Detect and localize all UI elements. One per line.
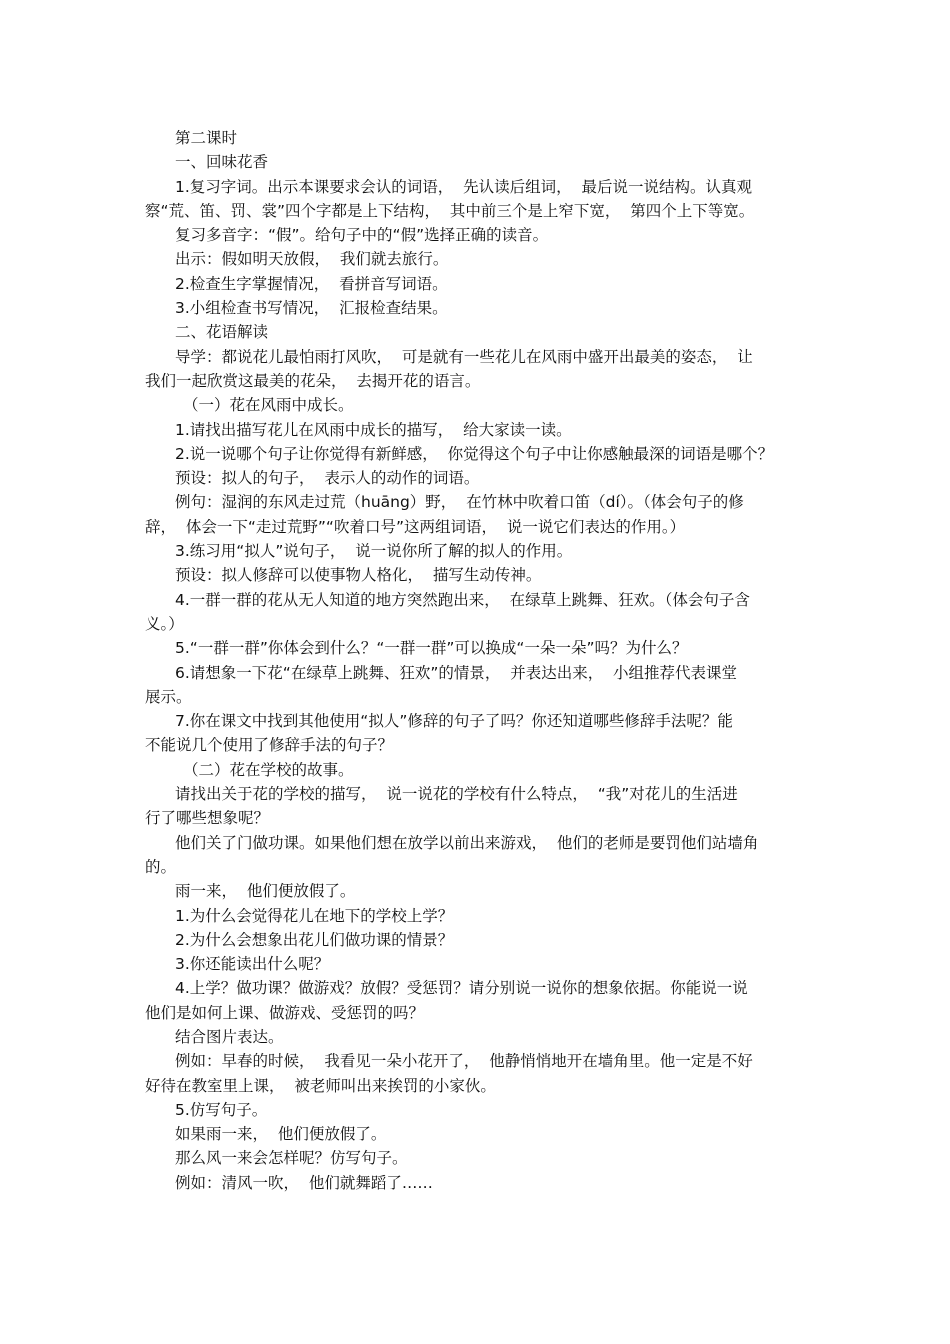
text-line: （二）花在学校的故事。 — [183, 760, 354, 779]
text-line: 2.为什么会想象出花儿们做功课的情景？ — [175, 930, 454, 949]
text-line: 雨一来， 他们便放假了。 — [175, 882, 356, 901]
text-line: 结合图片表达。 — [175, 1027, 284, 1046]
text-line: 那么风一来会怎样呢？仿写句子。 — [175, 1149, 408, 1168]
text-line: 一、回味花香 — [175, 153, 269, 172]
text-line: 6.请想象一下花“在绿草上跳舞、狂欢”的情景， 并表达出来， 小组推荐代表课堂 — [175, 663, 738, 682]
text-line: 3.练习用“拟人”说句子， 说一说你所了解的拟人的作用。 — [175, 542, 573, 561]
text-line: 的。 — [145, 857, 177, 876]
text-line: 复习多音字：“假”。给句子中的“假”选择正确的读音。 — [175, 226, 549, 245]
text-line: 预设：拟人修辞可以使事物人格化， 描写生动传神。 — [175, 566, 542, 585]
document-page — [145, 126, 805, 1195]
text-line: 例如：清风一吹， 他们就舞蹈了…… — [175, 1173, 433, 1192]
text-line: 不能说几个使用了修辞手法的句子？ — [145, 736, 394, 755]
text-line: 展示。 — [145, 687, 192, 706]
text-line: 请找出关于花的学校的描写， 说一说花的学校有什么特点， “我”对花儿的生活进 — [175, 785, 738, 804]
text-line: 3.你还能读出什么呢？ — [175, 955, 330, 974]
text-line: 例句：湿润的东风走过荒（huāng）野， 在竹林中吹着口笛（dí）。（体会句子的修 — [175, 493, 744, 512]
text-line: 3.小组检查书写情况， 汇报检查结果。 — [175, 299, 448, 318]
text-line: 行了哪些想象呢？ — [145, 809, 270, 828]
text-line: 2.说一说哪个句子让你觉得有新鲜感， 你觉得这个句子中让你感触最深的词语是哪个？ — [175, 444, 774, 463]
text-line: 4.上学？做功课？做游戏？放假？受惩罚？请分别说一说你的想象依据。你能说一说 — [175, 979, 748, 998]
text-line: 5.“一群一群”你体会到什么？“一群一群”可以换成“一朵一朵”吗？为什么？ — [175, 639, 688, 658]
text-line: 如果雨一来， 他们便放假了。 — [175, 1125, 387, 1144]
text-line: 辞， 体会一下“走过荒野”“吹着口号”这两组词语， 说一说它们表达的作用。） — [145, 517, 686, 536]
text-line: 他们是如何上课、做游戏、受惩罚的吗？ — [145, 1003, 425, 1022]
text-line: 7.你在课文中找到其他使用“拟人”修辞的句子了吗？你还知道哪些修辞手法呢？能 — [175, 712, 733, 731]
text-line: 义。） — [145, 614, 184, 633]
text-line: 例如：早春的时候， 我看见一朵小花开了， 他静悄悄地开在墙角里。他一定是不好 — [175, 1052, 753, 1071]
text-line: 4.一群一群的花从无人知道的地方突然跑出来， 在绿草上跳舞、狂欢。（体会句子含 — [175, 590, 750, 609]
text-line: 导学：都说花儿最怕雨打风吹， 可是就有一些花儿在风雨中盛开出最美的姿态， 让 — [175, 347, 753, 366]
text-line: 5.仿写句子。 — [175, 1100, 268, 1119]
text-line: 预设：拟人的句子， 表示人的动作的词语。 — [175, 469, 480, 488]
text-line: 1.为什么会觉得花儿在地下的学校上学？ — [175, 906, 454, 925]
text-line: 出示：假如明天放假， 我们就去旅行。 — [175, 250, 449, 269]
text-line: 二、花语解读 — [175, 323, 269, 342]
text-line: 1.复习字词。出示本课要求会认的词语， 先认读后组词， 最后说一说结构。认真观 — [175, 177, 752, 196]
text-line: 好待在教室里上课， 被老师叫出来挨罚的小家伙。 — [145, 1076, 496, 1095]
text-line: （一）花在风雨中成长。 — [183, 396, 354, 415]
text-line: 察“荒、笛、罚、裳”四个字都是上下结构， 其中前三个是上窄下宽， 第四个上下等宽。 — [145, 201, 755, 220]
text-line: 第二课时 — [175, 129, 238, 147]
text-line: 1.请找出描写花儿在风雨中成长的描写， 给大家读一读。 — [175, 420, 572, 439]
text-line: 2.检查生字掌握情况， 看拼音写词语。 — [175, 274, 448, 293]
text-line: 他们关了门做功课。如果他们想在放学以前出来游戏， 他们的老师是要罚他们站墙角 — [175, 833, 759, 852]
text-line: 我们一起欣赏这最美的花朵， 去揭开花的语言。 — [145, 371, 481, 390]
